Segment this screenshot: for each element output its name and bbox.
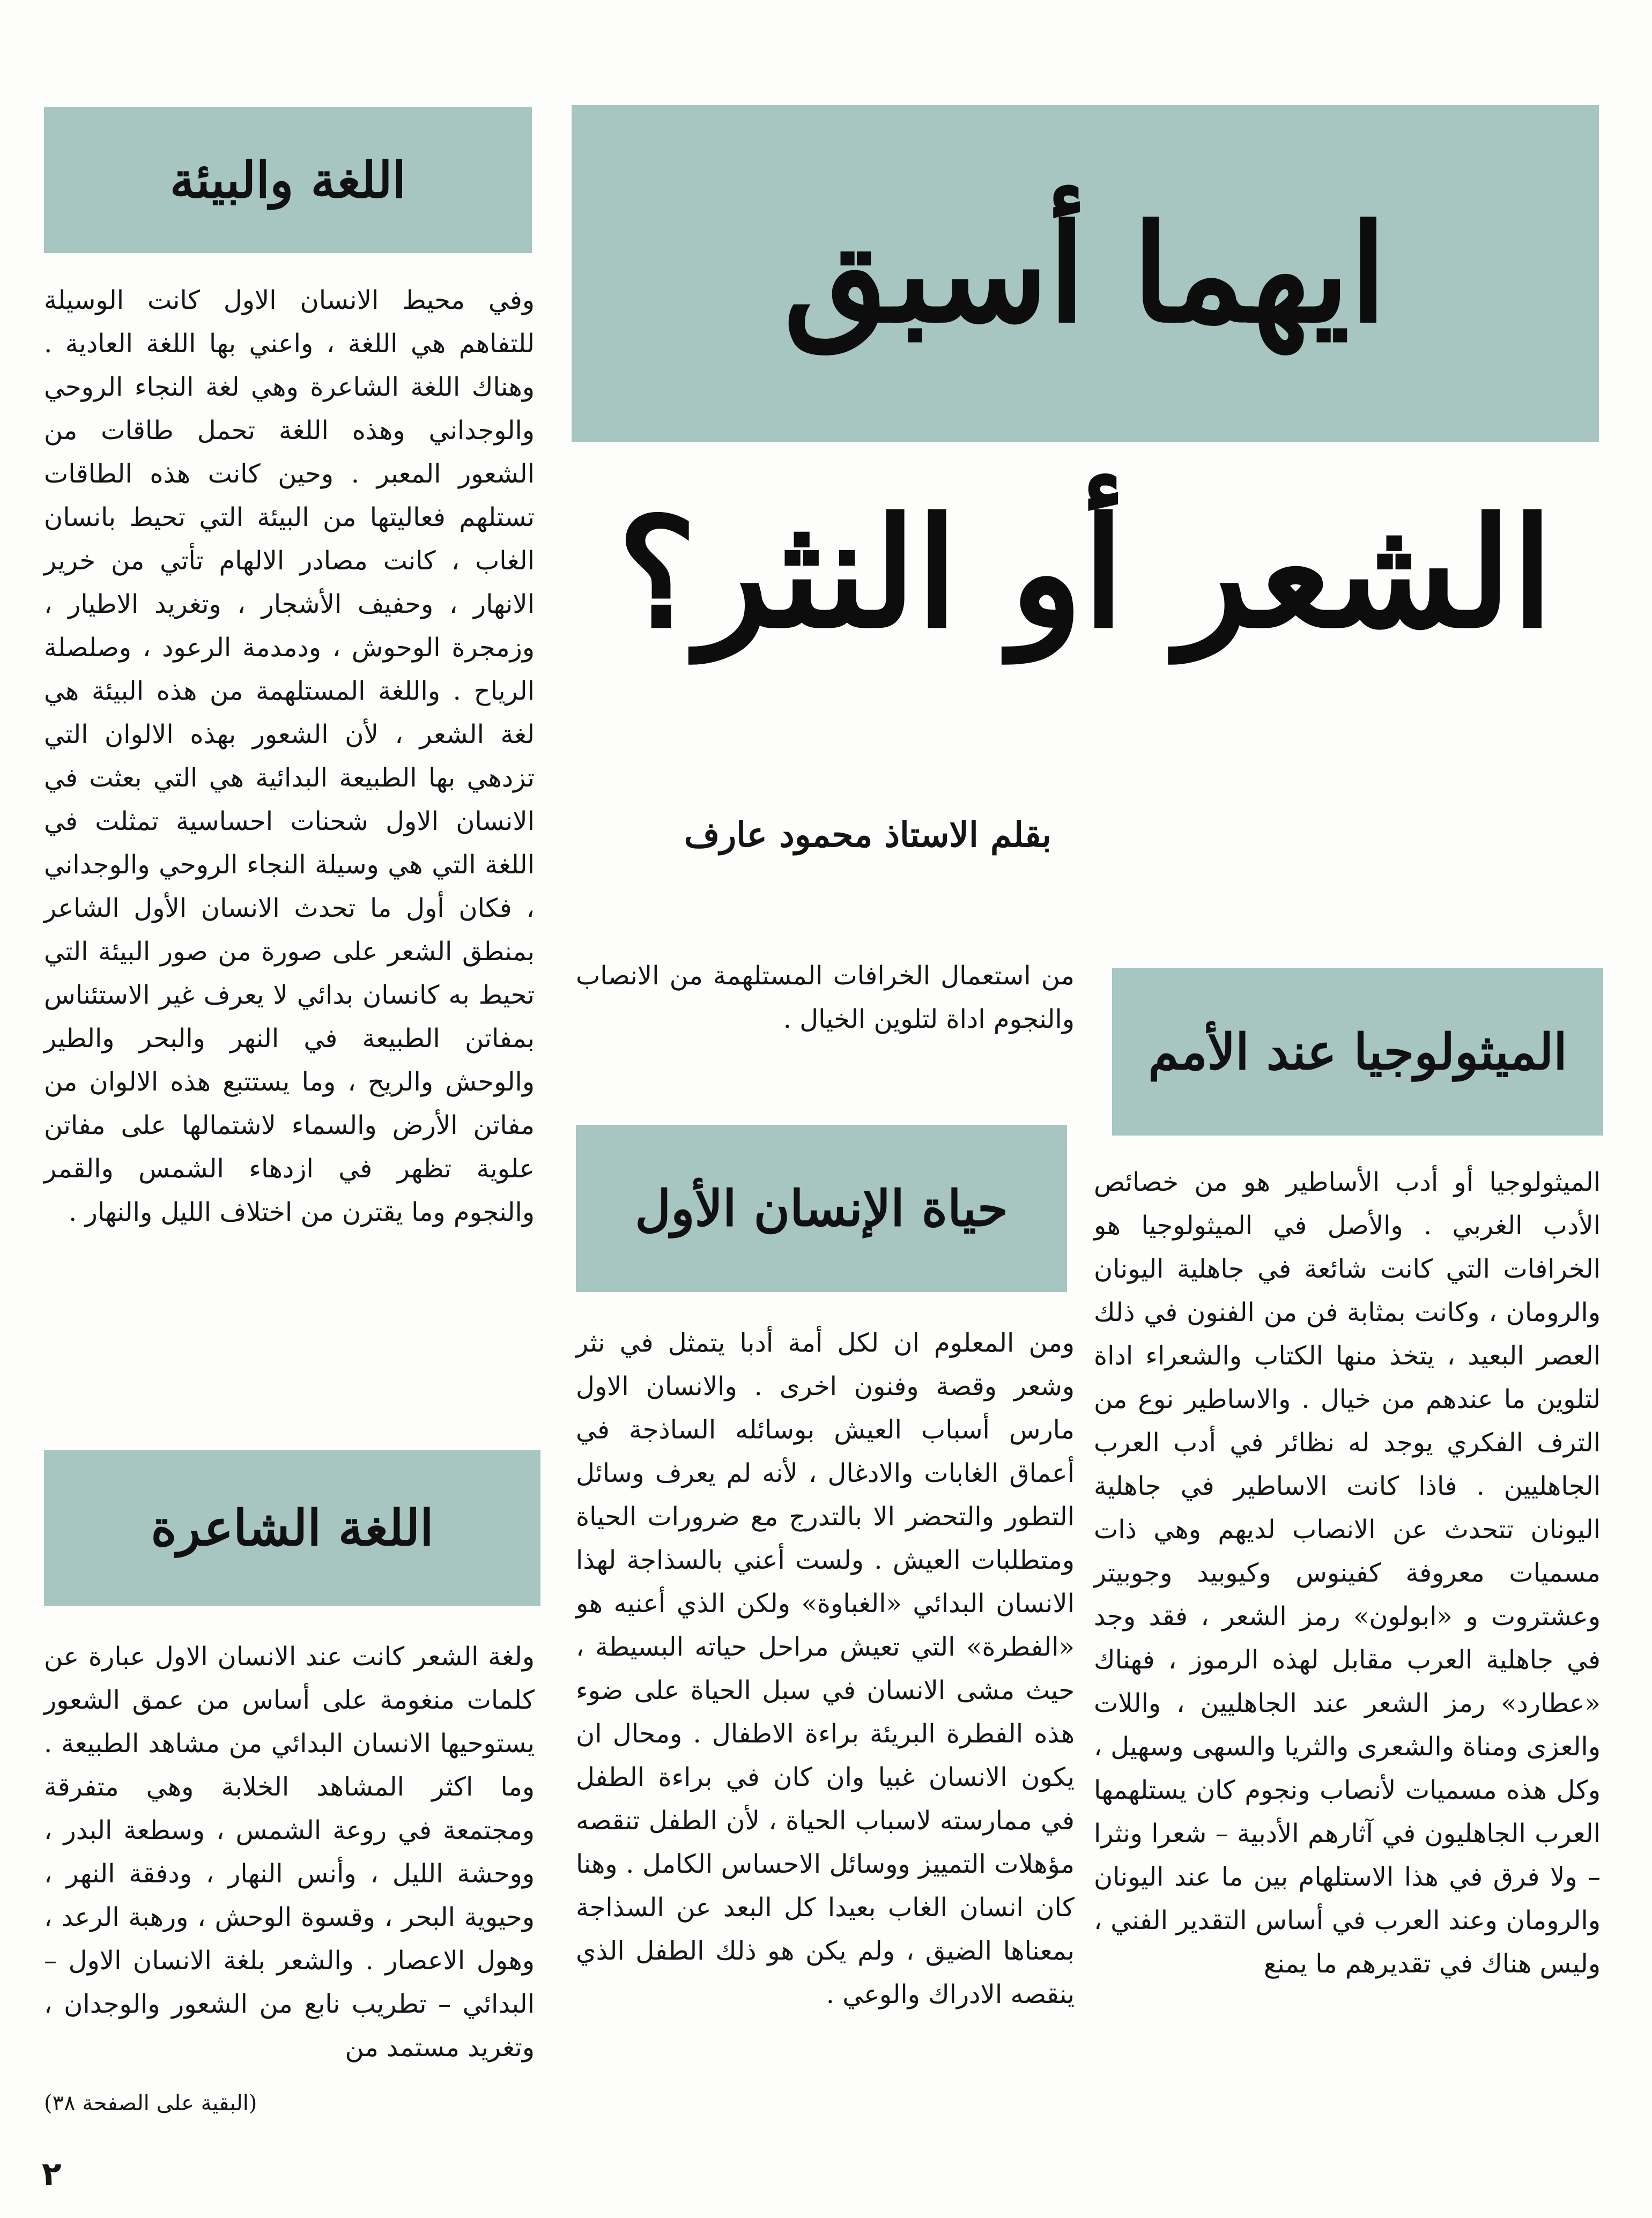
title-banner	[572, 105, 1599, 442]
article-byline: بقلم الاستاذ محمود عارف	[684, 815, 1051, 855]
mythology-intro: من استعمال الخرافات المستلهمة من الانصاب والنجوم اداة لتلوين الخيال .	[576, 961, 1075, 1034]
section-heading-language-environment-text: اللغة والبيئة	[169, 151, 406, 209]
continued-note: (البقية على الصفحة ٣٨)	[44, 2091, 257, 2116]
section-heading-first-man-text: حياة الإنسان الأول	[635, 1180, 1008, 1237]
page-number: ٢	[42, 2155, 62, 2193]
section-heading-mythology-text: الميثولوجيا عند الأمم	[1148, 1023, 1567, 1081]
section-heading-mythology	[1112, 968, 1603, 1136]
section-heading-poetic-language-text: اللغة الشاعرة	[151, 1499, 434, 1557]
article-title-line1: ايهما أسبق	[783, 195, 1387, 352]
section-heading-language-environment	[44, 107, 532, 253]
language-environment-body: وفي محيط الانسان الاول كانت الوسيلة للتفاهم هي اللغة ، واعني بها اللغة العادية . وهناك اللغة الشاعرة وهي لغة النجاء الروحي والوجداني وهذه اللغة تحمل طاقات من الشعور المعبر . وحين كانت هذه الطاقات تستلهم فعاليتها من البيئة التي تحيط بانسان الغاب ، كانت مصادر الالهام تأتي من خرير الانهار ، وحفيف الأشجار ، وتغريد الاطيار ، وزمجرة الوحوش ، ودمدمة الرعود ، وصلصلة الرياح . واللغة المستلهمة من هذه البيئة هي لغة الشعر ، لأن الشعور بهذه الالوان التي تزدهي بها الطبيعة البدائية هي التي بعثت في الانسان الاول شحنات احساسية تمثلت في اللغة التي هي وسيلة النجاء الروحي والوجداني ، فكان أول ما تحدث الانسان الأول الشاعر بمنطق الشعر على صورة من صور البيئة التي تحيط به كانسان بدائي لا يعرف غير الاستئناس بمفاتن الطبيعة في النهر والبحر والطير والوحش والريح ، وما يستتبع هذه الالوان من مفاتن الأرض والسماء لاشتمالها على مفاتن علوية تظهر في ازدهاء الشمس والقمر والنجوم وما يقترن من اختلاف الليل والنهار .	[44, 285, 535, 1227]
section-heading-first-man	[576, 1125, 1067, 1292]
section-heading-poetic-language	[44, 1450, 540, 1606]
article-title-line2: الشعر أو النثر؟	[617, 485, 1553, 662]
first-man-body: ومن المعلوم ان لكل أمة أدبا يتمثل في نثر وشعر وقصة وفنون اخرى . والانسان الاول مارس أسباب العيش بوسائله الساذجة في أعماق الغابات والادغال ، لأنه لم يعرف وسائل التطور والتحضر الا بالتدرج مع ضرورات الحياة ومتطلبات العيش . ولست أعني بالسذاجة لهذا الانسان البدائي «الغباوة» ولكن الذي أعنيه هو «الفطرة» التي تعيش مراحل حياته البسيطة ، حيث مشى الانسان في سبل الحياة على ضوء هذه الفطرة البريئة براءة الاطفال . ومحال ان يكون الانسان غبيا وان كان في براءة الطفل في ممارسته لاسباب الحياة ، لأن الطفل تنقصه مؤهلات التمييز ووسائل الاحساس الكامل . وهنا كان انسان الغاب بعيدا كل البعد عن السذاجة بمعناها الضيق ، ولم يكن هو ذلك الطفل الذي ينقصه الادراك والوعي .	[576, 1328, 1075, 2009]
poetic-language-body: ولغة الشعر كانت عند الانسان الاول عبارة عن كلمات منغومة على أساس من عمق الشعور يستوحيها الانسان البدائي من مشاهد الطبيعة . وما اكثر المشاهد الخلابة وهي متفرقة ومجتمعة في روعة الشمس ، وسطعة البدر ، ووحشة الليل ، وأنس النهار ، ودفقة النهر ، وحيوية البحر ، وقسوة الوحش ، ورهبة الرعد ، وهول الاعصار . والشعر بلغة الانسان الاول – البدائي – تطريب نابع من الشعور والوجدان ، وتغريد مستمد من	[44, 1642, 535, 2063]
mythology-body: الميثولوجيا أو أدب الأساطير هو من خصائص الأدب الغربي . والأصل في الميثولوجيا هو الخرافات التي كانت شائعة في جاهلية اليونان والرومان ، وكانت بمثابة فن من الفنون في ذلك العصر البعيد ، يتخذ منها الكتاب والشعراء اداة لتلوين ما عندهم من خيال . والاساطير نوع من الترف الفكري يوجد له نظائر في أدب العرب الجاهليين . فاذا كانت الاساطير في جاهلية اليونان تتحدث عن الانصاب لديهم وهي ذات مسميات معروفة كفينوس وكيوبيد وجوبيتر وعشتروت و «ابولون» رمز الشعر ، فقد وجد في جاهلية العرب مقابل لهذه الرموز ، فهناك «عطارد» رمز الشعر عند الجاهليين ، واللات والعزى ومناة والشعرى والثريا والسهى وسهيل ، وكل هذه مسميات لأنصاب ونجوم كان يستلهمها العرب الجاهليون في آثارهم الأدبية – شعرا ونثرا – ولا فرق في هذا الاستلهام بين ما عند اليونان والرومان وعند العرب في أساس التقدير الفني ، وليس هناك في تقديرهم ما يمنع	[1094, 1167, 1601, 1979]
